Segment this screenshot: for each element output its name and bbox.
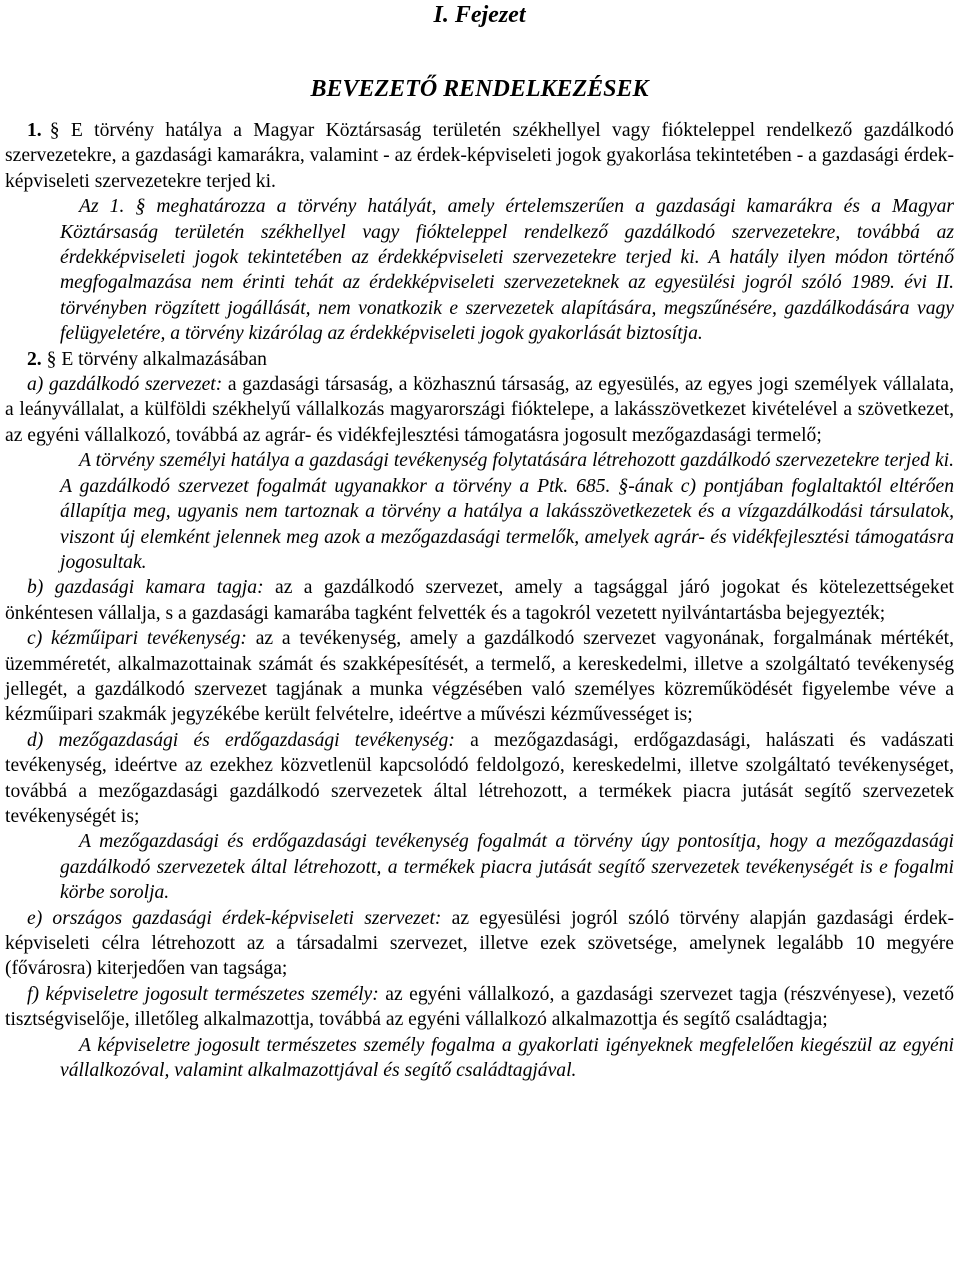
section-title: BEVEZETŐ RENDELKEZÉSEK: [310, 76, 649, 102]
definition-d: [5, 728, 954, 830]
definition-term: a) gazdálkodó szervezet:: [27, 374, 223, 396]
commentary-f: A képviseletre jogosult természetes személy fogalma a gyakorlati igényeknek megfelelően kiegészül az egyéni vállalkozóval, valamint alkalmazottjával és segítő családtagjával.: [60, 1034, 954, 1082]
definition-f: [5, 982, 954, 1033]
definition-text: az egyéni vállalkozó, a gazdasági szervezet tagja (részvényese), vezető tisztségviselője, illetőleg alkalmazottja, továbbá az egyéni vállalkozó alkalmazottja és segítő családtagja;: [5, 983, 955, 1031]
commentary-a: A törvény személyi hatálya a gazdasági tevékenység folytatására létrehozott gazdálkodó szervezetekre terjed ki. A gazdálkodó szervezet fogalmát ugyanakkor a törvény a Ptk. 685. §-ának c) pontjában foglaltaktól eltérően állapítja meg, ugyanis nem tartoznak a törvény a hatálya a lakásszövetkezetek és a vízgazdálkodási társulatok, viszont új elemként jelennek meg azok a mezőgazdasági termelők, amelyek agrár- és vidékfejlesztési támogatásra jogosultak.: [60, 450, 954, 573]
commentary-d: A mezőgazdasági és erdőgazdasági tevékenység fogalmát a törvény úgy pontosítja, hogy a mezőgazdasági gazdálkodó szervezetek által létrehozott, a termékek piacra jutását segítő szervezetek tevékenységét is e fogalmi körbe sorolja.: [60, 831, 954, 904]
definition-a: [5, 372, 954, 448]
section-mark: §: [135, 196, 146, 218]
definition-term: d) mezőgazdasági és erdőgazdasági tevékenység:: [27, 729, 455, 751]
chapter-title: I. Fejezet: [433, 2, 526, 28]
section-mark: §: [46, 348, 57, 370]
definition-text: az egyesülési jogról szóló törvény alapján gazdasági érdek-képviseleti célra létrehozott az a társadalmi szervezet, illetve ezek szövetsége, amelynek legalább 10 megyére (fővárosra) kiterjedően van tagsága;: [5, 907, 954, 980]
commentary-1: [5, 194, 954, 346]
paragraph-text: E törvény alkalmazásában: [61, 348, 267, 370]
definition-c: [5, 626, 954, 728]
section-mark: §: [49, 120, 60, 141]
commentary-lead: Az 1.: [79, 196, 125, 218]
paragraph-number: 2.: [27, 348, 42, 370]
commentary-text: meghatározza a törvény hatályát, amely értelemszerűen a gazdasági kamarákra és a Magyar Köztársaság területén székhellyel vagy fiókteleppel rendelkező gazdálkodó szervezetekre, továbbá az érdekképviseleti jogok tekintetében az érdekképviseleti szervezetekre terjed ki. A hatály ilyen módon történő megfogalmazása nem érinti tehát az érdekképviseleti szervezeteknek az egyesülési jogról szóló 1989. évi II. törvényben rögzített jogállását, nem vonatkozik e szervezetek alapítására, megszűnésére, gazdálkodására vagy felügyeletére, a törvény kizárólag az érdekképviseleti jogok gyakorlását biztosítja.: [60, 196, 954, 345]
definition-term: f) képviseletre jogosult természetes személy:: [27, 983, 379, 1005]
definition-text: az a gazdálkodó szervezet, amely a tagsággal járó jogokat és kötelezettségeket önkéntesen vállalja, s a gazdasági kamarába tagként felvették és a tagokról vezetett nyilvántartásba bejegyezték;: [5, 577, 954, 624]
definition-term: e) országos gazdasági érdek-képviseleti szervezet:: [27, 907, 442, 929]
definition-text: az a tevékenység, amely a gazdálkodó szervezet vagyonának, forgalmának mértékét, üzemméretét, alkalmazottainak számát és szakképesítését, a termelő, a kereskedelmi, illetve a szolgáltató tevékenység jellegét, a gazdálkodó szervezet tagjának a munka végzésében való személyes közreműködését figyelembe véve a kézműipari szakmák jegyzékébe került felvételre, ideértve a művészi kézművességet is;: [5, 628, 954, 726]
paragraph-text: E törvény hatálya a Magyar Köztársaság területén székhellyel vagy fiókteleppel rendelkező gazdálkodó szervezetekre, a gazdasági kamarákra, valamint - az érdek-képviseleti jogok gyakorlása tekintetében - a gazdasági érdek-képviseleti szervezetekre terjed ki.: [5, 120, 954, 192]
definition-b: [5, 575, 954, 626]
paragraph-2: [5, 347, 954, 372]
definition-e: [5, 906, 954, 982]
definition-term: b) gazdasági kamara tagja:: [27, 577, 264, 599]
paragraph-1: [5, 118, 954, 194]
definition-text: a gazdasági társaság, a közhasznú társaság, az egyesülés, az egyes jogi személyek vállalata, a leányvállalat, a külföldi székhelyű vállalkozás magyarországi fióktelepe, a lakásszövetkezet kivételével a szövetkezet, az egyéni vállalkozó, továbbá az agrár- és vidékfejlesztési támogatásra jogosult mezőgazdasági termelő;: [5, 374, 954, 446]
definition-text: a mezőgazdasági, erdőgazdasági, halászati és vadászati tevékenység, ideértve az ezekhez közvetlenül kapcsolódó feldolgozó, kereskedelmi, illetve szolgáltató tevékenységet, továbbá a mezőgazdasági gazdálkodó szervezetek által létrehozott, a termékek piacra jutását segítő szervezetek tevékenységét is;: [5, 729, 954, 827]
definition-term: c) kézműipari tevékenység:: [27, 628, 247, 650]
paragraph-number: 1.: [27, 120, 42, 141]
